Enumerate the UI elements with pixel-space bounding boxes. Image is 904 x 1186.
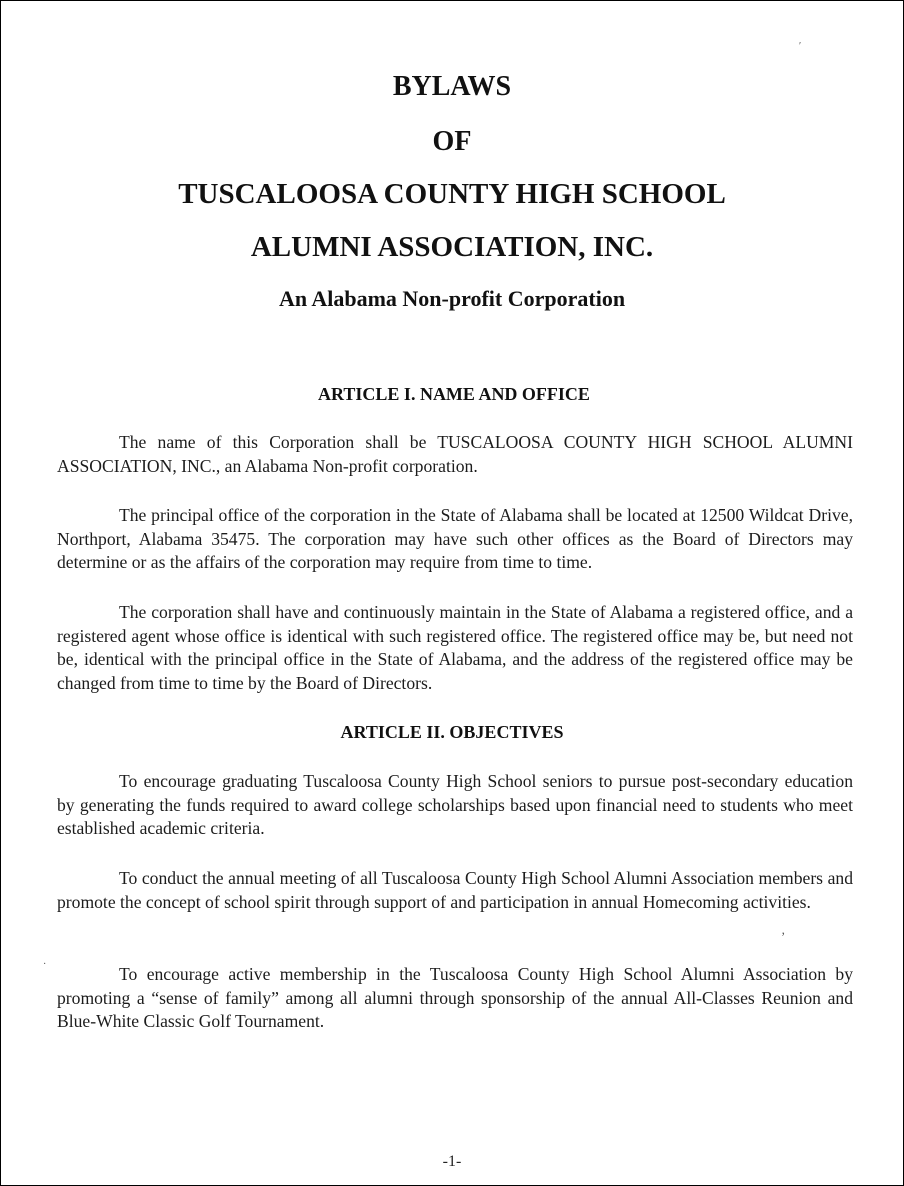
article-1-paragraph-2: The principal office of the corporation in the State of Alabama shall be located at 12500 Wildcat Drive, Northport, Alabama 35475. The corporation may have such other offices as the Board of Directors may determine or as the affairs of the corporation may require from time to time. [57, 505, 853, 572]
title-of: OF [432, 126, 472, 157]
page-number: -1- [442, 1153, 462, 1170]
scan-speck: · [43, 959, 47, 970]
article-1-paragraph-3: The corporation shall have and continuously maintain in the State of Alabama a registered office, and a registered agent whose office is identical with such registered office. The registered office may be, but need not be, identical with the principal office in the State of Alabama, and the address of the registered office may be changed from time to time by the Board of Directors. [57, 602, 853, 693]
title-organization-line2: ALUMNI ASSOCIATION, INC. [250, 231, 654, 263]
article-2-paragraph-3: To encourage active membership in the Tuscaloosa County High School Alumni Association by promoting a “sense of family” among all alumni through sponsorship of the annual All-Classes Reunion and Blue-White Classic Golf Tournament. [57, 964, 853, 1031]
article-2-paragraph-1: To encourage graduating Tuscaloosa County High School seniors to pursue post-secondary education by generating the funds required to award college scholarships based upon financial need to students who meet established academic criteria. [57, 771, 853, 838]
title-bylaws: BYLAWS [392, 71, 512, 102]
title-organization-line1: TUSCALOOSA COUNTY HIGH SCHOOL [178, 178, 726, 210]
scan-speck: ′ [799, 41, 802, 52]
article-2-heading: ARTICLE II. OBJECTIVES [340, 722, 564, 742]
article-2-paragraph-2: To conduct the annual meeting of all Tuscaloosa County High School Alumni Association members and promote the concept of school spirit through support of and participation in annual Homecoming activities. [57, 868, 853, 912]
scan-speck: ’ [781, 929, 786, 944]
article-1-heading: ARTICLE I. NAME AND OFFICE [318, 384, 590, 404]
article-1-paragraph-1: The name of this Corporation shall be TUSCALOOSA COUNTY HIGH SCHOOL ALUMNI ASSOCIATION, INC., an Alabama Non-profit corporation. [57, 432, 853, 476]
document-subtitle: An Alabama Non-profit Corporation [278, 286, 626, 311]
